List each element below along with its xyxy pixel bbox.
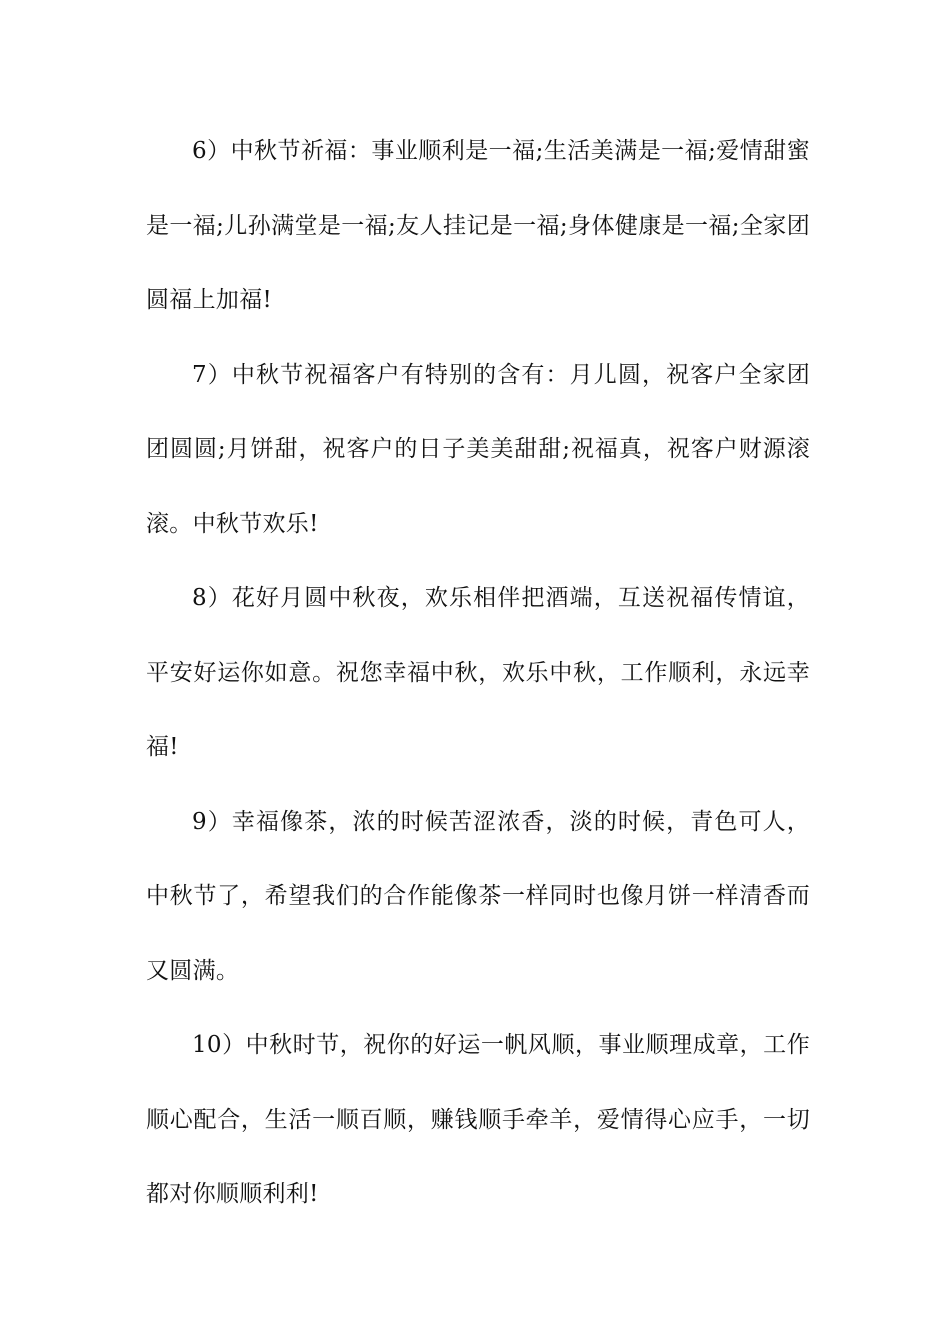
paragraph-7: 7）中秋节祝福客户有特别的含有：月儿圆，祝客户全家团团圆圆;月饼甜，祝客户的日子美美甜甜;祝福真，祝客户财源滚滚。中秋节欢乐! — [146, 361, 810, 537]
paragraph-9: 9）幸福像茶，浓的时候苦涩浓香，淡的时候，青色可人，中秋节了，希望我们的合作能像茶一样同时也像月饼一样清香而又圆满。 — [146, 808, 810, 984]
paragraph-8: 8）花好月圆中秋夜，欢乐相伴把酒端，互送祝福传情谊，平安好运你如意。祝您幸福中秋，欢乐中秋，工作顺利，永远幸福! — [146, 585, 810, 760]
document-body — [146, 114, 810, 1232]
paragraph-10: 10）中秋时节，祝你的好运一帆风顺，事业顺理成章，工作顺心配合，生活一顺百顺，赚钱顺手牵羊，爱情得心应手，一切都对你顺顺利利! — [146, 1032, 810, 1207]
paragraph-6: 6）中秋节祈福：事业顺利是一福;生活美满是一福;爱情甜蜜是一福;儿孙满堂是一福;友人挂记是一福;身体健康是一福;全家团圆福上加福! — [146, 138, 810, 313]
